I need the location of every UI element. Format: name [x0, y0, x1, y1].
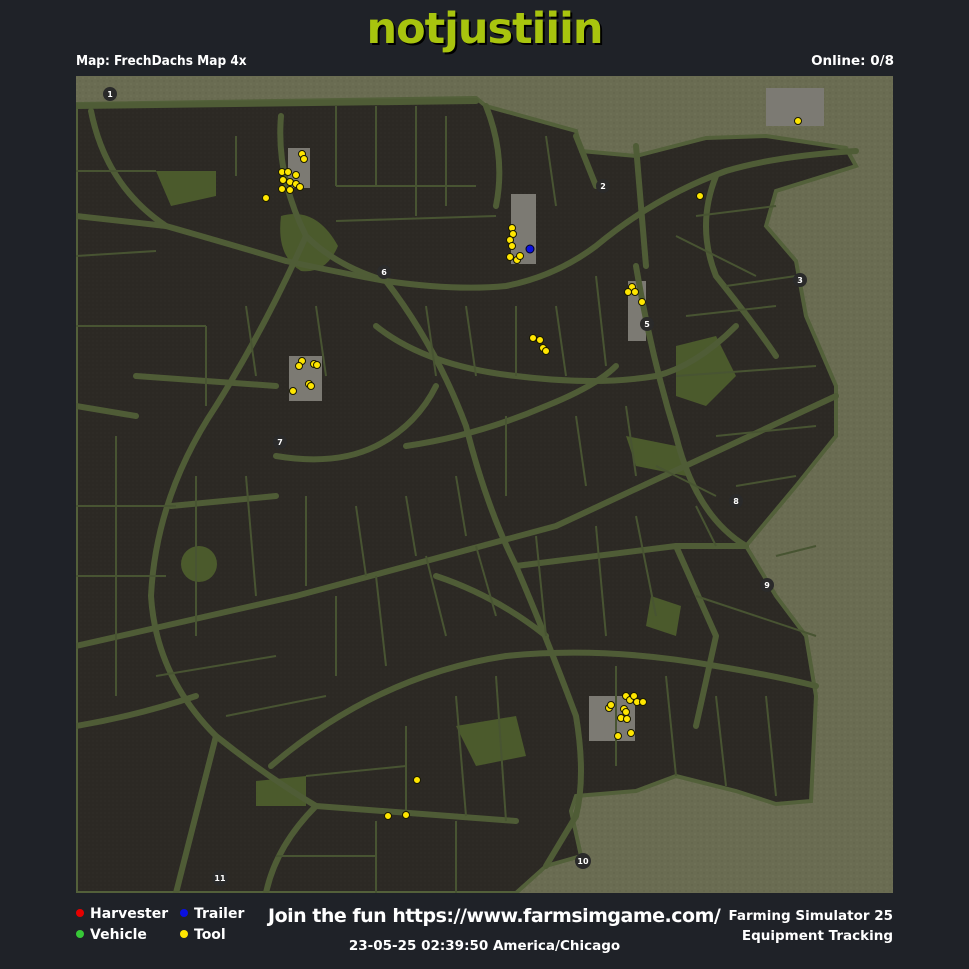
field-marker-6	[377, 265, 391, 279]
server-title: notjustiiin	[366, 4, 603, 54]
map-name-label: Map: FrechDachs Map 4x	[76, 53, 247, 69]
tool-marker	[414, 777, 421, 784]
tool-marker	[509, 243, 516, 250]
legend-trailer-label: Trailer	[194, 906, 245, 922]
field-marker-7	[273, 435, 287, 449]
tool-marker	[628, 730, 635, 737]
trailer-dot-icon	[180, 909, 188, 917]
tool-marker	[280, 177, 287, 184]
farm-map[interactable]	[76, 76, 893, 893]
tool-marker	[263, 195, 270, 202]
tool-marker	[290, 388, 297, 395]
tool-marker	[403, 812, 410, 819]
field-marker-9	[760, 578, 774, 592]
tool-marker	[285, 169, 292, 176]
field-label: 3	[797, 276, 803, 285]
join-link[interactable]: Join the fun https://www.farmsimgame.com/	[268, 905, 721, 927]
trailer-marker[interactable]	[526, 245, 534, 253]
tool-marker	[623, 709, 630, 716]
field-marker-2	[596, 179, 610, 193]
field-label: 11	[214, 874, 226, 883]
tool-marker	[314, 362, 321, 369]
field-marker-3	[793, 273, 807, 287]
tool-marker	[625, 289, 632, 296]
tool-marker	[608, 702, 615, 709]
field-label: 7	[277, 438, 283, 447]
legend-harvester	[76, 906, 168, 922]
tool-marker	[537, 337, 544, 344]
field-label: 8	[733, 497, 739, 506]
tool-marker	[640, 699, 647, 706]
field-label: 2	[600, 182, 606, 191]
online-count-label: Online: 0/8	[811, 53, 894, 69]
timestamp: 23-05-25 02:39:50 America/Chicago	[348, 938, 621, 954]
tool-marker	[301, 156, 308, 163]
tool-marker	[296, 363, 303, 370]
legend-vehicle-label: Vehicle	[90, 927, 147, 943]
tool-marker	[632, 289, 639, 296]
tool-marker	[385, 813, 392, 820]
legend-tool-label: Tool	[194, 927, 226, 943]
game-title: Farming Simulator 25	[728, 908, 893, 924]
vehicle-dot-icon	[76, 930, 84, 938]
game-info	[728, 906, 893, 946]
field-label: 10	[577, 857, 589, 866]
field-label: 9	[764, 581, 770, 590]
field-marker-10	[575, 853, 591, 869]
harvester-dot-icon	[76, 909, 84, 917]
tool-marker	[507, 254, 514, 261]
field-label: 1	[107, 90, 113, 99]
tool-marker	[543, 348, 550, 355]
field-marker-5	[640, 317, 654, 331]
tool-marker	[293, 172, 300, 179]
tool-marker	[297, 184, 304, 191]
field-label: 6	[381, 268, 387, 277]
legend-harvester-label: Harvester	[90, 906, 169, 922]
tool-marker	[287, 187, 294, 194]
game-subtitle: Equipment Tracking	[741, 928, 893, 944]
tool-marker	[639, 299, 646, 306]
tool-marker	[624, 716, 631, 723]
field-marker-11	[212, 870, 228, 886]
tool-marker	[615, 733, 622, 740]
tool-dot-icon	[180, 930, 188, 938]
tool-marker	[279, 186, 286, 193]
tool-marker	[530, 335, 537, 342]
map-canvas	[76, 76, 893, 893]
tool-marker	[308, 383, 315, 390]
tool-marker	[517, 253, 524, 260]
legend-trailer	[180, 906, 244, 922]
tool-marker	[697, 193, 704, 200]
field-marker-8	[729, 494, 743, 508]
field-label: 5	[644, 320, 650, 329]
tool-marker	[795, 118, 802, 125]
field-marker-1	[103, 87, 117, 101]
